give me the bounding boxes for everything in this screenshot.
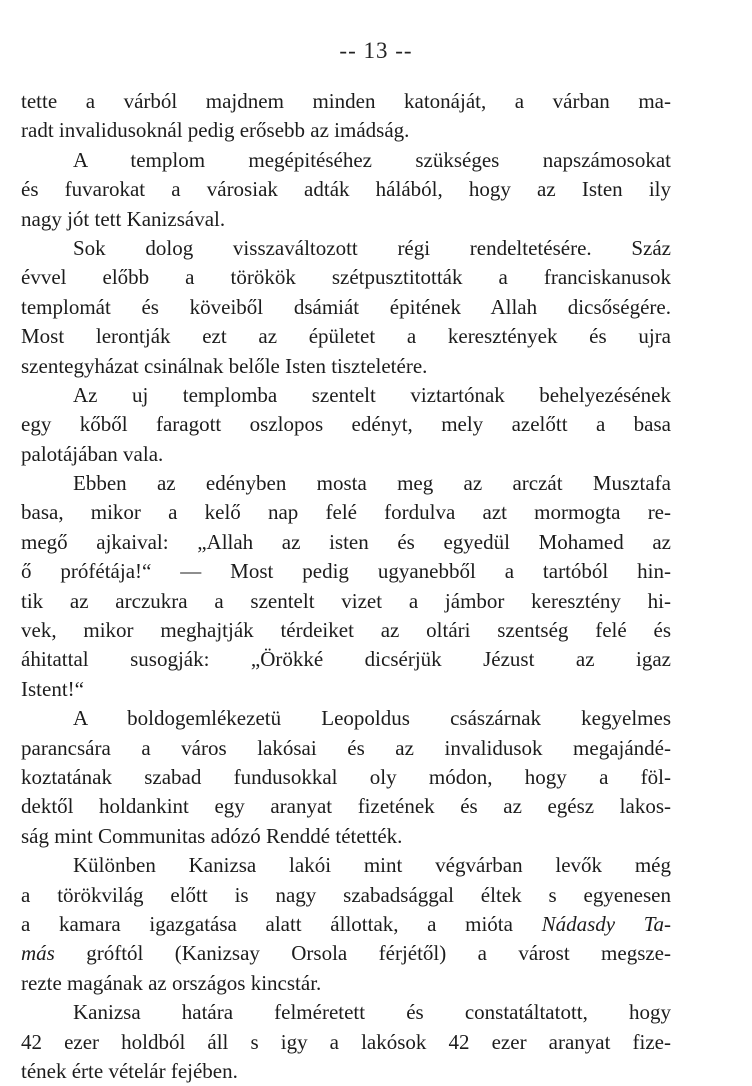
italic-name: Nádasdy Ta- (541, 911, 672, 936)
text-line: Most lerontják ezt az épületet a keresztények és ujra (21, 324, 671, 349)
text-line: szentegyházat csinálnak belőle Isten tiszteletére. (21, 353, 428, 378)
text-line: vek, mikor meghajtják térdeiket az oltári szentség felé és (21, 618, 671, 643)
text-line: A boldogemlékezetü Leopoldus császárnak kegyelmes (73, 706, 671, 731)
text-line: dektől holdankint egy aranyat fizetének és az egész lakos- (21, 794, 671, 819)
text-line: Az uj templomba szentelt viztartónak behelyezésének (73, 382, 671, 407)
text-line: áhitattal susogják: „Örökké dicsérjük Jézust az igaz (21, 647, 671, 672)
text-line: tik az arczukra a szentelt vizet a jámbor keresztény hi- (21, 588, 671, 613)
text-line: A templom megépitéséhez szükséges napszámosokat (73, 147, 671, 172)
text-line: ság mint Communitas adózó Renddé tétették. (21, 823, 403, 848)
text-line: palotájában vala. (21, 441, 164, 466)
text-line: rezte magának az országos kincstár. (21, 970, 322, 995)
text-line: nagy jót tett Kanizsával. (21, 206, 226, 231)
text-line: koztatának szabad fundusokkal oly módon, hogy a föl- (21, 764, 671, 789)
text-line: tette a várból majdnem minden katonáját, a várban ma- (21, 89, 671, 113)
text-line: Istent!“ (21, 676, 84, 701)
text-line: ő prófétája!“ — Most pedig ugyanebből a tartóból hin- (21, 559, 671, 584)
text-line: Különben Kanizsa lakói mint végvárban levők még (73, 853, 671, 878)
text-line: megő ajkaival: „Allah az isten és egyedül Mohamed az (21, 529, 671, 554)
text-line: és fuvarokat a városiak adták hálából, hogy az Isten ily (21, 177, 671, 202)
text-line: egy kőből faragott oszlopos edényt, mely azelőtt a basa (21, 412, 671, 437)
text-line: évvel előbb a törökök szétpusztitották a franciskanusok (21, 265, 671, 290)
text-line: radt invalidusoknál pedig erősebb az imádság. (21, 118, 410, 143)
text-line: tének érte vételár fejében. (21, 1058, 238, 1083)
text-line: Kanizsa határa felméretett és constatáltatott, hogy (73, 1000, 671, 1025)
text-line: templomát és köveiből dsámiát épitének Allah dicsőségére. (21, 294, 671, 319)
text-line: 42 ezer holdból áll s igy a lakósok 42 ezer aranyat fize- (21, 1029, 671, 1054)
text-line: a kamara igazgatása alatt állottak, a mióta Nádasdy Ta- (21, 911, 672, 936)
text-line: parancsára a város lakósai és az invalidusok megajándé- (21, 735, 671, 760)
body-text (21, 87, 671, 1086)
italic-name: más (21, 941, 55, 966)
text-line: basa, mikor a kelő nap felé fordulva azt mormogta re- (21, 500, 671, 525)
page-number: -- 13 -- (339, 38, 413, 63)
text-line: a törökvilág előtt is nagy szabadsággal éltek s egyenesen (21, 882, 671, 907)
text-line: Ebben az edényben mosta meg az arczát Musztafa (73, 471, 671, 496)
text-line: más gróftól (Kanizsay Orsola férjétől) a várost megsze- (21, 941, 671, 966)
text-line: Sok dolog visszaváltozott régi rendeltetésére. Száz (73, 235, 671, 260)
